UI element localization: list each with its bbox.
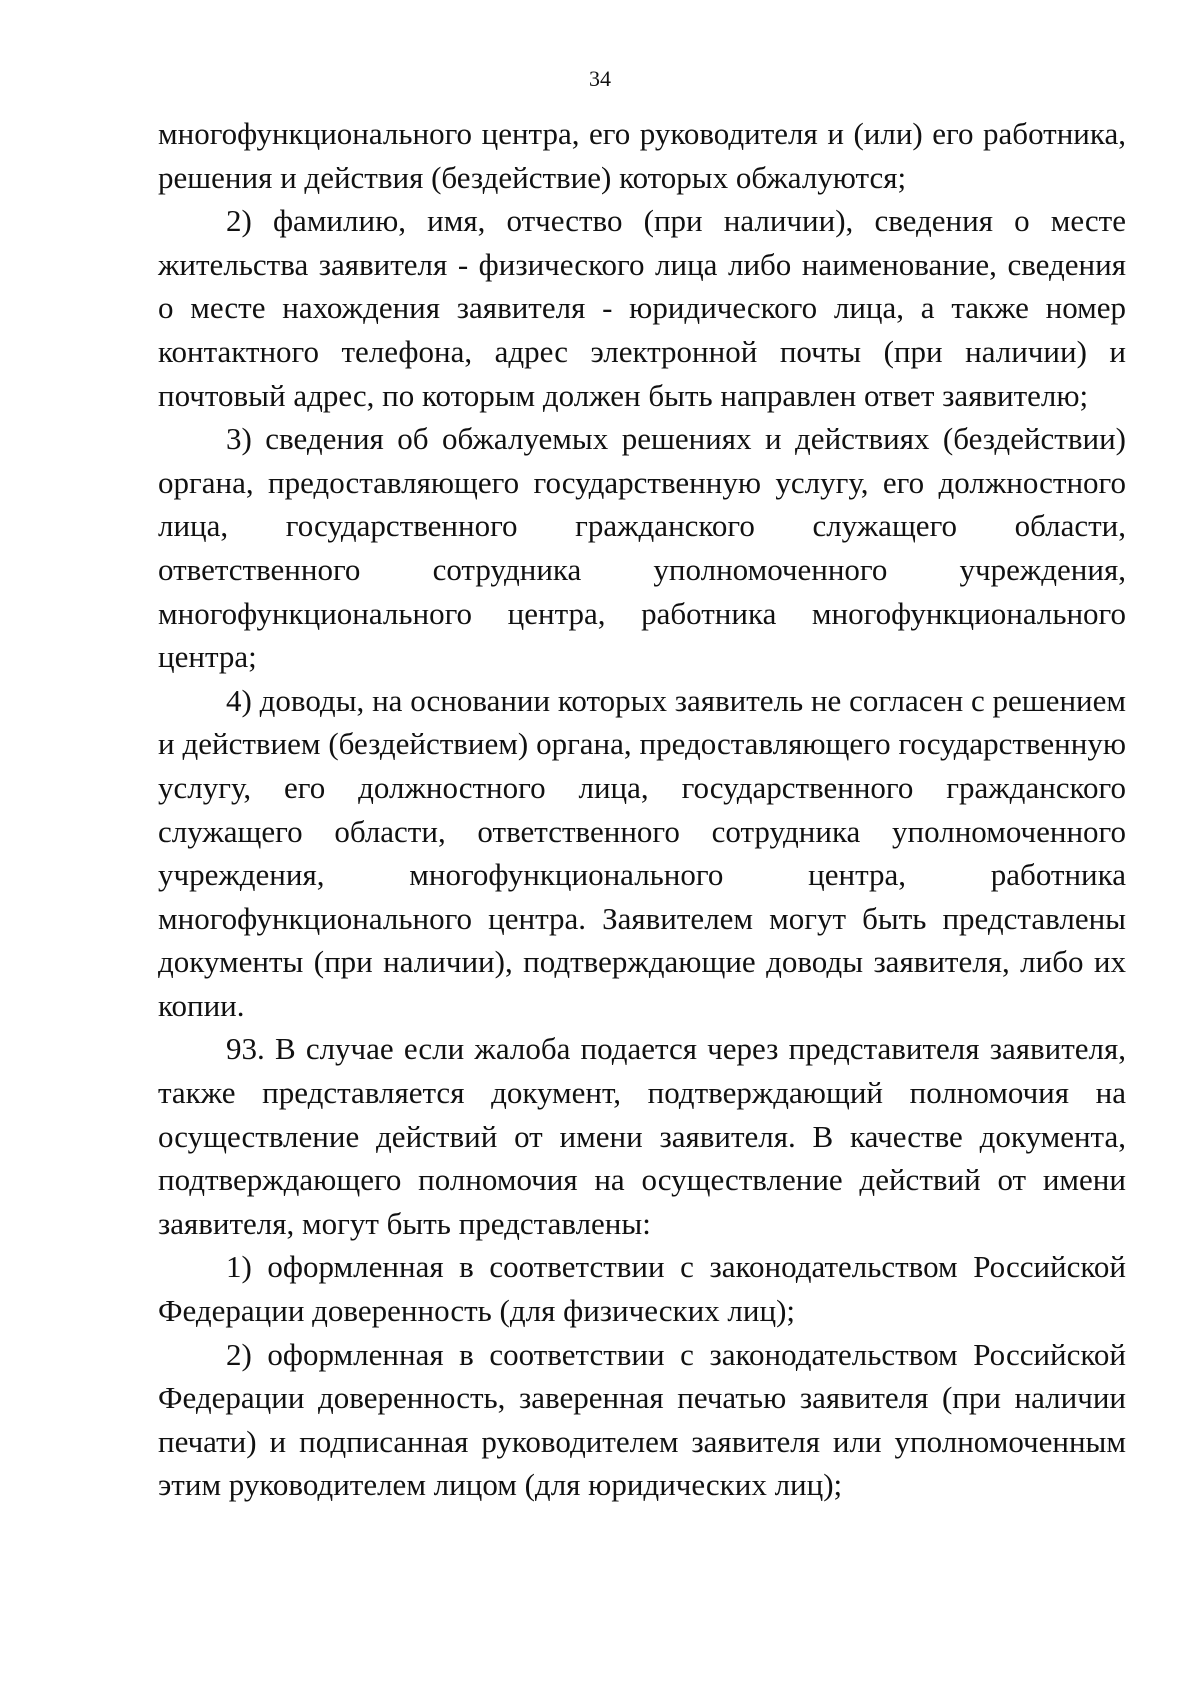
paragraph-continuation: многофункционального центра, его руководителя и (или) его работника, решения и действия (бездействие) которых обжалуются; <box>158 116 1126 195</box>
paragraph-subitem-2: 2) оформленная в соответствии с законодательством Российской Федерации доверенность, заверенная печатью заявителя (при наличии печати) и подписанная руководителем заявителя или уполномоченным этим руководителем лицом (для юридических лиц); <box>158 1336 1126 1503</box>
document-body <box>158 112 1126 1507</box>
paragraph-clause-93: 93. В случае если жалоба подается через представителя заявителя, также представляется документ, подтверждающий полномочия на осуществление действий от имени заявителя. В качестве документа, подтверждающего полномочия на осуществление действий от имени заявителя, могут быть представлены: <box>158 1031 1126 1241</box>
paragraph-item-4: 4) доводы, на основании которых заявитель не согласен с решением и действием (бездействием) органа, предоставляющего государственную услугу, его должностного лица, государственного гражданского служащего области, ответственного сотрудника уполномоченного учреждения, многофункционального центра, работника многофункционального центра. Заявителем могут быть представлены документы (при наличии), подтверждающие доводы заявителя, либо их копии. <box>158 682 1126 1023</box>
paragraph-item-2: 2) фамилию, имя, отчество (при наличии), сведения о месте жительства заявителя - физического лица либо наименование, сведения о месте нахождения заявителя - юридического лица, а также номер контактного телефона, адрес электронной почты (при наличии) и почтовый адрес, по которым должен быть направлен ответ заявителю; <box>158 203 1126 413</box>
page-number: 34 <box>589 66 611 91</box>
paragraph-subitem-1: 1) оформленная в соответствии с законодательством Российской Федерации доверенность (для физических лиц); <box>158 1249 1126 1329</box>
paragraph-item-3: 3) сведения об обжалуемых решениях и действиях (бездействии) органа, предоставляющего государственную услугу, его должностного лица, государственного гражданского служащего области, ответственного сотрудника уполномоченного учреждения, многофункционального центра, работника многофункционального центра; <box>158 421 1126 675</box>
